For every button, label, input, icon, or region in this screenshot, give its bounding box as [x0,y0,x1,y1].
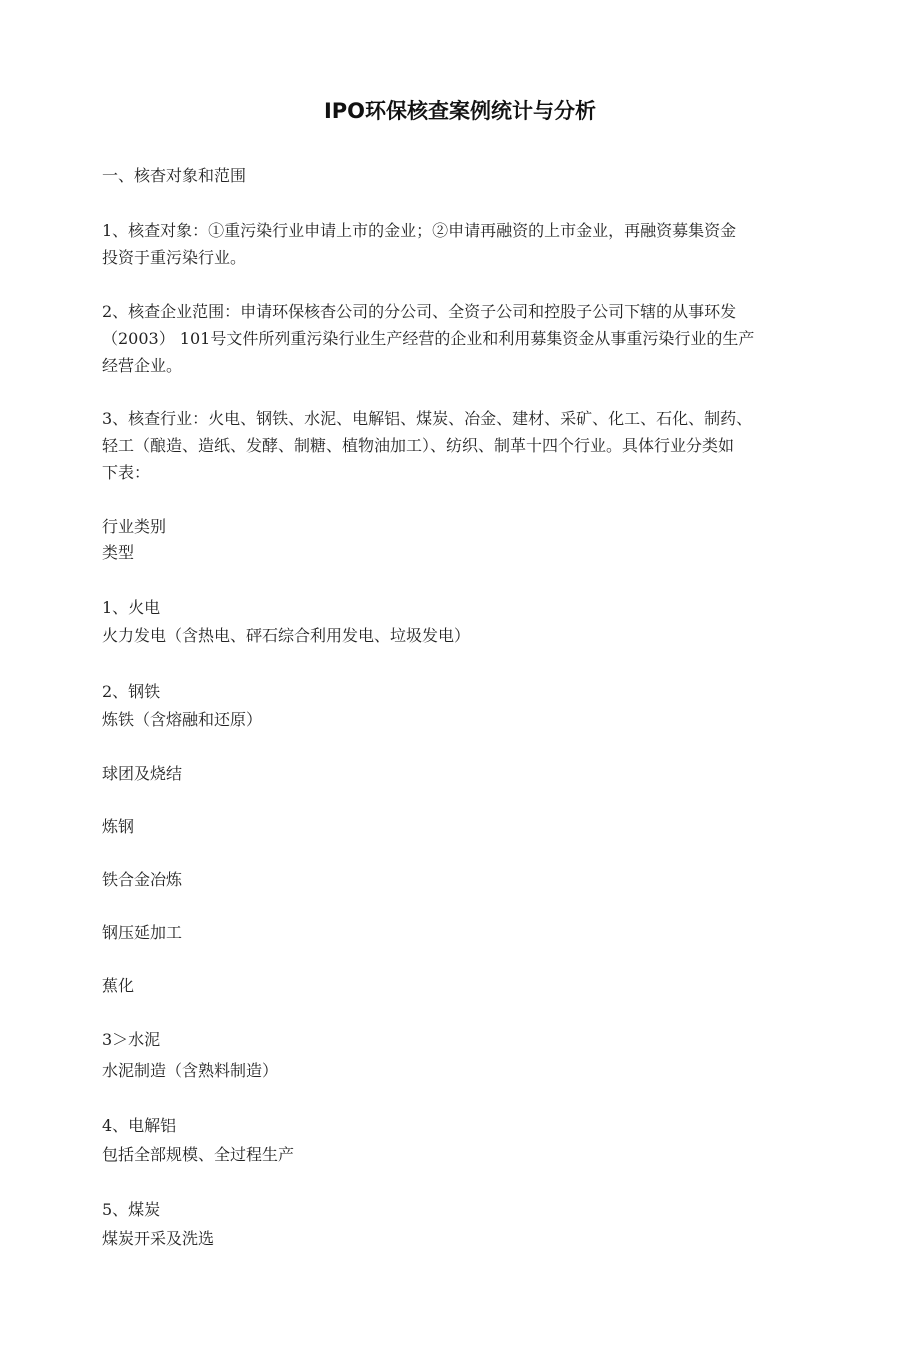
table-header-category: 行业类别 [102,517,167,536]
paragraph-3-line-3: 下表： [102,463,151,482]
paragraph-1-line-2: 投资于重污染行业。 [102,248,247,267]
type-label: 炼铁（含熔融和还原） [102,710,263,729]
type-label: 钢压延加工 [102,923,183,942]
paragraph-3-line-2: 轻工（酿造、造纸、发酵、制糖、植物油加工）、纺织、制革十四个行业。具体行业分类如 [102,436,735,455]
document-title: IPO环保核查案例统计与分析 [323,99,597,123]
category-label: 5、煤炭 [102,1200,161,1219]
paragraph-2-line-3: 经营企业。 [102,356,183,375]
paragraph-2-line-2: （2003） 101号文件所列重污染行业生产经营的企业和利用募集资金从事重污染行业的生产 [102,329,755,348]
type-label: 铁合金冶炼 [102,870,183,889]
category-label: 3＞水泥 [102,1030,161,1049]
type-label: 球团及烧结 [102,764,183,783]
paragraph-3-line-1: 3、核查行业：火电、钢铁、水泥、电解铝、煤炭、冶金、建材、采矿、化工、石化、制药、 [102,409,753,428]
paragraph-1-line-1: 1、核查对象：①重污染行业申请上市的金业；②申请再融资的上市金业，再融资募集资金 [102,221,737,240]
section-heading: 一、核杳对象和范围 [102,166,247,185]
type-label: 炼钢 [102,817,135,836]
type-label: 包括全部规模、全过程生产 [102,1145,295,1164]
type-label: 煤炭开采及洗选 [102,1229,215,1248]
category-label: 1、火电 [102,598,161,617]
type-label: 水泥制造（含熟料制造） [102,1061,279,1080]
type-label: 蕉化 [102,976,135,995]
paragraph-2-line-1: 2、核查企业范围：申请环保核杳公司的分公司、全资子公司和控股子公司下辖的从事环发 [102,302,737,321]
table-header-type: 类型 [102,543,135,562]
category-label: 2、钢铁 [102,682,161,701]
category-label: 4、电解铝 [102,1116,177,1135]
type-label: 火力发电（含热电、砰石综合利用发电、垃圾发电） [102,626,471,645]
